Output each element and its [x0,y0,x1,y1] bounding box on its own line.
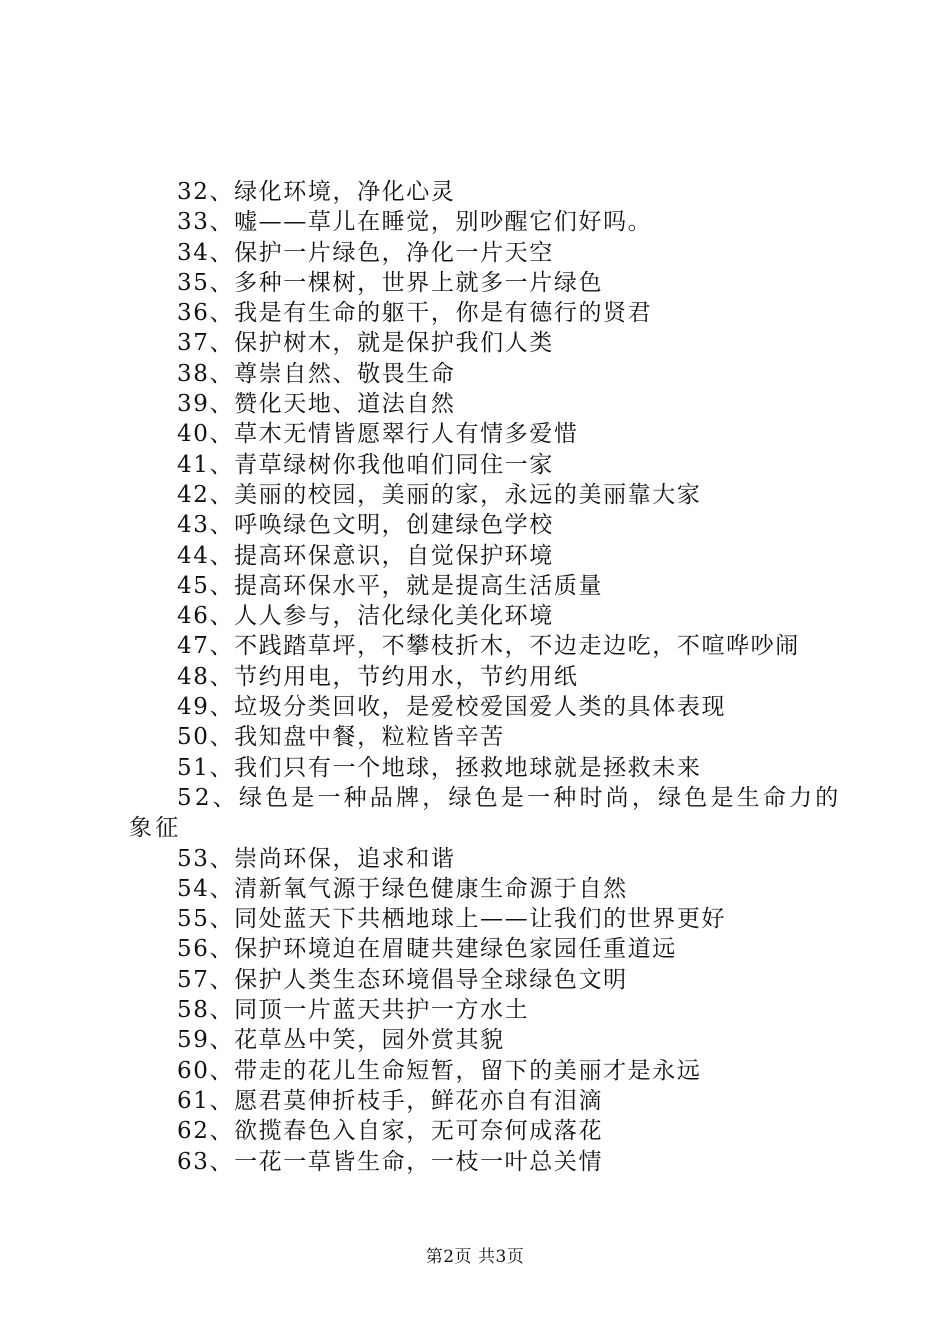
slogan-item: 46、人人参与，洁化绿化美化环境 [177,603,554,630]
slogan-item: 43、呼唤绿色文明，创建绿色学校 [177,512,554,539]
slogan-item: 42、美丽的校园，美丽的家，永远的美丽靠大家 [177,481,702,508]
slogan-item: 35、多种一棵树，世界上就多一片绿色 [177,269,604,296]
page-number-footer: 第2页 共3页 [425,1247,525,1267]
slogan-item: 50、我知盘中餐，粒粒皆辛苦 [177,724,505,751]
slogan-item: 34、保护一片绿色，净化一片天空 [177,239,554,266]
slogan-item: 57、保护人类生态环境倡导全球绿色文明 [177,966,628,993]
slogan-item: 45、提高环保水平，就是提高生活质量 [177,572,604,599]
slogan-item: 32、绿化环境，净化心灵 [177,179,456,205]
slogan-item: 44、提高环保意识，自觉保护环境 [177,542,554,569]
slogan-list [129,177,849,1177]
slogan-item: 63、一花一草皆生命，一枝一叶总关情 [177,1148,604,1175]
slogan-item: 47、不践踏草坪，不攀枝折木，不边走边吃，不喧哗吵闹 [177,633,800,660]
slogan-item: 59、花草丛中笑，园外赏其貌 [177,1027,505,1054]
slogan-item: 54、清新氧气源于绿色健康生命源于自然 [177,875,628,902]
slogan-item: 55、同处蓝天下共栖地球上——让我们的世界更好 [177,906,727,933]
slogan-item: 39、赞化天地、道法自然 [177,391,456,418]
slogan-item: 33、嘘——草儿在睡觉，别吵醒它们好吗。 [177,209,653,236]
slogan-item: 48、节约用电，节约用水，节约用纸 [177,663,579,690]
slogan-item: 56、保护环境迫在眉睫共建绿色家园任重道远 [177,936,677,963]
slogan-item: 60、带走的花儿生命短暂，留下的美丽才是永远 [177,1057,702,1084]
slogan-item: 36、我是有生命的躯干，你是有德行的贤君 [177,300,653,327]
slogan-item: 58、同顶一片蓝天共护一方水土 [177,997,530,1024]
slogan-item: 37、保护树木，就是保护我们人类 [177,330,554,357]
slogan-item: 61、愿君莫伸折枝手，鲜花亦自有泪滴 [177,1087,604,1114]
slogan-item: 51、我们只有一个地球，拯救地球就是拯救未来 [177,754,702,781]
slogan-item: 53、崇尚环保，追求和谐 [177,845,456,872]
slogan-item: 49、垃圾分类回收，是爱校爱国爱人类的具体表现 [177,694,727,721]
slogan-item: 62、欲揽春色入自家，无可奈何成落花 [177,1118,604,1145]
slogan-item: 41、青草绿树你我他咱们同住一家 [177,451,554,478]
slogan-item: 38、尊崇自然、敬畏生命 [177,360,456,387]
slogan-item: 52、绿色是一种品牌，绿色是一种时尚，绿色是生命力的象征 [129,784,842,842]
slogan-item: 40、草木无情皆愿翠行人有情多爱惜 [177,421,579,448]
